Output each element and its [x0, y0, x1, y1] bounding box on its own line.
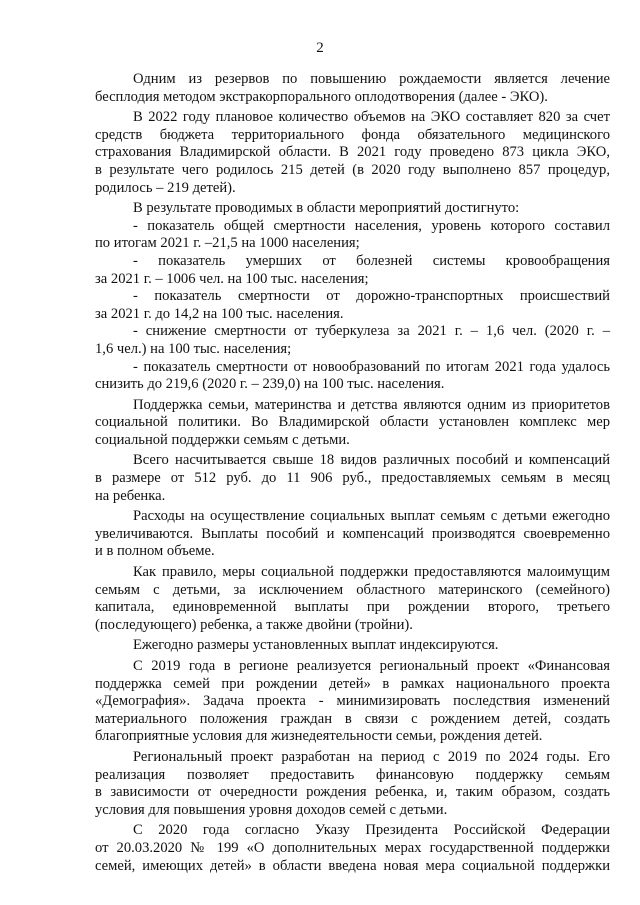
text-line: в результате чего родилось 215 детей (в 2020 году выполнено 857 процедур,: [95, 161, 610, 178]
text-line: увеличиваются. Выплаты пособий и компенсаций производятся своевременно: [95, 525, 610, 542]
text-line: - показатель общей смертности населения, уровень которого составил: [133, 217, 610, 234]
text-line: Поддержка семьи, материнства и детства являются одним из приоритетов: [133, 396, 610, 413]
text-line: материального положения граждан в связи с рождением детей, создать: [95, 710, 610, 727]
text-line: - показатель смертности от дорожно-транспортных происшествий: [133, 288, 610, 305]
text-line: Как правило, меры социальной поддержки предоставляются малоимущим: [133, 564, 610, 581]
text-line: семей, имеющих детей» в области введена новая мера социальной поддержки: [95, 857, 610, 874]
text-line: капитала, единовременной выплаты при рождении второго, третьего: [95, 599, 610, 616]
text-line: на ребенка.: [95, 487, 166, 504]
text-line: реализация позволяет предоставить финансовую поддержку семьям: [95, 766, 610, 783]
text-line: семьям с детьми, за исключением областного материнского (семейного): [95, 581, 610, 598]
document-body-text: [95, 71, 610, 875]
text-line: Всего насчитывается свыше 18 видов различных пособий и компенсаций: [133, 452, 610, 469]
text-line: снизить до 219,6 (2020 г. – 239,0) на 100 тыс. населения.: [95, 376, 445, 393]
text-line: средств бюджета территориального фонда обязательного медицинского: [95, 126, 610, 143]
text-line: за 2021 г. до 14,2 на 100 тыс. населения.: [95, 305, 344, 322]
text-line: и в полном объеме.: [95, 543, 215, 560]
text-line: социальной политики. Во Владимирской области установлен комплекс мер: [95, 414, 610, 431]
text-line: - показатель умерших от болезней системы кровообращения: [133, 252, 610, 269]
text-line: бесплодия методом экстракорпорального оплодотворения (далее - ЭКО).: [95, 88, 548, 105]
text-line: Расходы на осуществление социальных выплат семьям с детьми ежегодно: [133, 508, 610, 525]
text-line: социальной поддержки семьям с детьми.: [95, 431, 350, 448]
text-line: за 2021 г. – 1006 чел. на 100 тыс. населения;: [95, 270, 369, 287]
text-line: «Демография». Задача проекта - минимизировать последствия изменений: [95, 693, 610, 710]
text-line: - показатель смертности от новообразований по итогам 2021 года удалось: [133, 358, 610, 375]
text-line: от 20.03.2020 № 199 «О дополнительных мерах государственной поддержки: [95, 839, 610, 856]
text-line: родилось – 219 детей).: [95, 179, 236, 196]
text-line: Ежегодно размеры установленных выплат индексируются.: [133, 637, 499, 654]
text-line: Одним из резервов по повышению рождаемости является лечение: [133, 71, 610, 87]
text-line: С 2020 года согласно Указу Президента Российской Федерации: [133, 822, 610, 839]
text-line: в зависимости от очередности рождения ребенка, и, таким образом, создать: [95, 784, 610, 801]
text-line: - снижение смертности от туберкулеза за 2021 г. – 1,6 чел. (2020 г. –: [133, 323, 610, 340]
text-line: (последующего) ребенка, а также двойни (тройни).: [95, 616, 413, 633]
text-line: благоприятные условия для жизнедеятельности семьи, рождения детей.: [95, 728, 543, 745]
text-line: В результате проводимых в области мероприятий достигнуто:: [133, 200, 520, 217]
page-number: 2: [316, 40, 324, 56]
text-line: в размере от 512 руб. до 11 906 руб., предоставляемых семьям в месяц: [95, 470, 610, 487]
text-line: по итогам 2021 г. –21,5 на 1000 населения;: [95, 235, 360, 252]
text-line: условия для повышения уровня доходов семей с детьми.: [95, 801, 448, 818]
text-line: С 2019 года в регионе реализуется региональный проект «Финансовая: [133, 658, 610, 674]
text-line: 1,6 чел.) на 100 тыс. населения;: [95, 340, 292, 357]
text-line: поддержка семей при рождении детей» в рамках национального проекта: [95, 675, 610, 692]
text-line: страхования Владимирской области. В 2021 году проведено 873 цикла ЭКО,: [95, 144, 610, 161]
text-line: Региональный проект разработан на период с 2019 по 2024 годы. Его: [133, 748, 610, 765]
text-line: В 2022 году плановое количество объемов на ЭКО составляет 820 за счет: [133, 109, 610, 126]
